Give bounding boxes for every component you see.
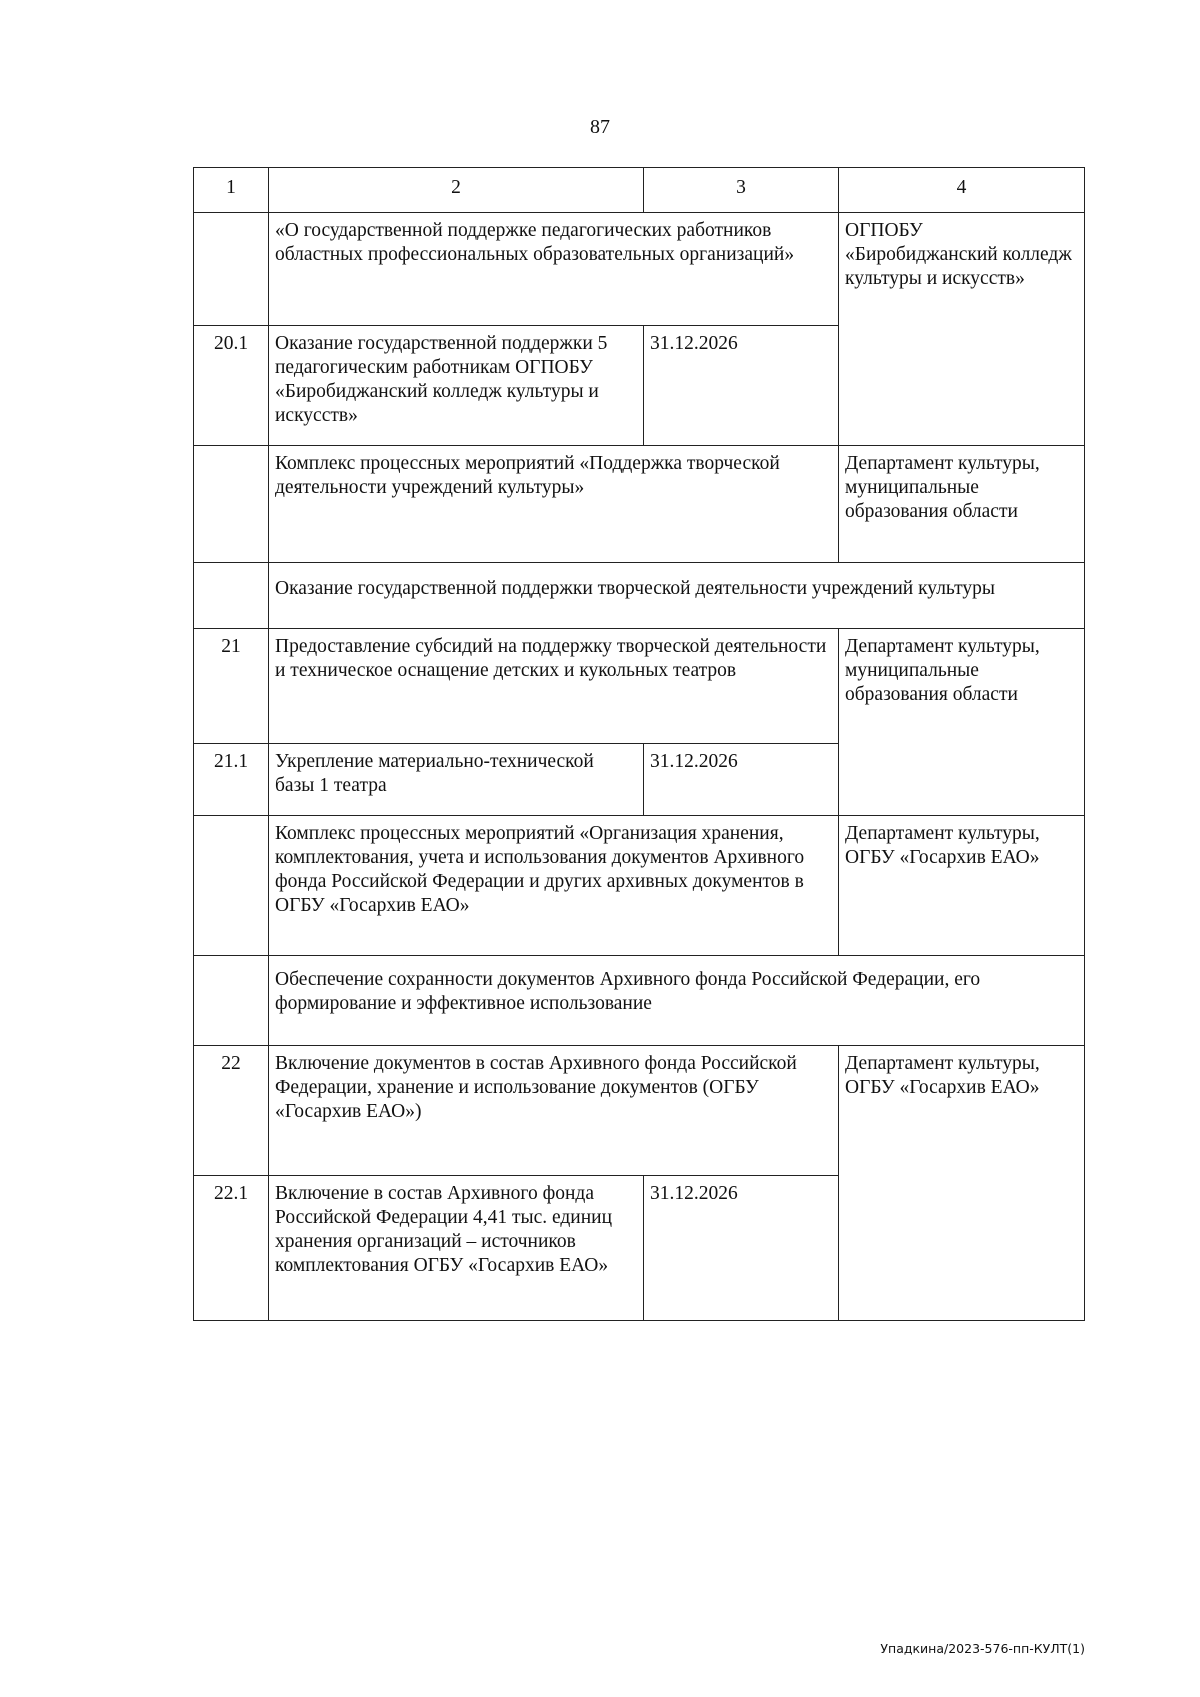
responsible-cell: Департамент культуры, муниципальные образования области xyxy=(839,629,1085,816)
page-number: 87 xyxy=(590,116,610,138)
row-number-cell: 22 xyxy=(194,1046,269,1176)
measure-name-cell: Включение в состав Архивного фонда Российской Федерации 4,41 тыс. единиц хранения организаций – источников комплектования ОГБУ «Госархив ЕАО» xyxy=(269,1176,644,1321)
table-row xyxy=(194,213,1085,326)
header-col-4: 4 xyxy=(839,168,1085,213)
table-row xyxy=(194,446,1085,563)
measure-name-cell: «О государственной поддержке педагогических работников областных профессиональных образовательных организаций» xyxy=(269,213,839,326)
measures-table xyxy=(193,167,1085,1321)
deadline-cell: 31.12.2026 xyxy=(644,326,839,446)
table-row xyxy=(194,956,1085,1046)
measure-name-cell: Комплекс процессных мероприятий «Поддержка творческой деятельности учреждений культуры» xyxy=(269,446,839,563)
table-header-row xyxy=(194,168,1085,213)
measure-name-cell: Комплекс процессных мероприятий «Организация хранения, комплектования, учета и использования документов Архивного фонда Российской Федерации и других архивных документов в ОГБУ «Госархив ЕАО» xyxy=(269,816,839,956)
document-footer: Упадкина/2023-576-пп-КУЛТ(1) xyxy=(880,1641,1085,1656)
responsible-cell: Департамент культуры, ОГБУ «Госархив ЕАО» xyxy=(839,1046,1085,1321)
row-number-cell xyxy=(194,213,269,326)
measure-name-cell: Предоставление субсидий на поддержку творческой деятельности и техническое оснащение детских и кукольных театров xyxy=(269,629,839,744)
row-number-cell xyxy=(194,563,269,629)
table-row xyxy=(194,1046,1085,1176)
table-row xyxy=(194,629,1085,744)
measure-name-cell: Включение документов в состав Архивного фонда Российской Федерации, хранение и использование документов (ОГБУ «Госархив ЕАО») xyxy=(269,1046,839,1176)
row-number-cell xyxy=(194,446,269,563)
responsible-cell: Департамент культуры, муниципальные образования области xyxy=(839,446,1085,563)
row-number-cell: 20.1 xyxy=(194,326,269,446)
row-number-cell: 21 xyxy=(194,629,269,744)
deadline-cell: 31.12.2026 xyxy=(644,744,839,816)
table-row xyxy=(194,563,1085,629)
measure-name-cell: Укрепление материально-технической базы 1 театра xyxy=(269,744,644,816)
row-number-cell xyxy=(194,956,269,1046)
table-row xyxy=(194,816,1085,956)
row-number-cell: 21.1 xyxy=(194,744,269,816)
task-cell: Оказание государственной поддержки творческой деятельности учреждений культуры xyxy=(269,563,1085,629)
row-number-cell xyxy=(194,816,269,956)
header-col-2: 2 xyxy=(269,168,644,213)
task-cell: Обеспечение сохранности документов Архивного фонда Российской Федерации, его формирование и эффективное использование xyxy=(269,956,1085,1046)
measure-name-cell: Оказание государственной поддержки 5 педагогическим работникам ОГПОБУ «Биробиджанский колледж культуры и искусств» xyxy=(269,326,644,446)
header-col-1: 1 xyxy=(194,168,269,213)
responsible-cell: Департамент культуры, ОГБУ «Госархив ЕАО» xyxy=(839,816,1085,956)
row-number-cell: 22.1 xyxy=(194,1176,269,1321)
header-col-3: 3 xyxy=(644,168,839,213)
responsible-cell: ОГПОБУ «Биробиджанский колледж культуры и искусств» xyxy=(839,213,1085,446)
deadline-cell: 31.12.2026 xyxy=(644,1176,839,1321)
